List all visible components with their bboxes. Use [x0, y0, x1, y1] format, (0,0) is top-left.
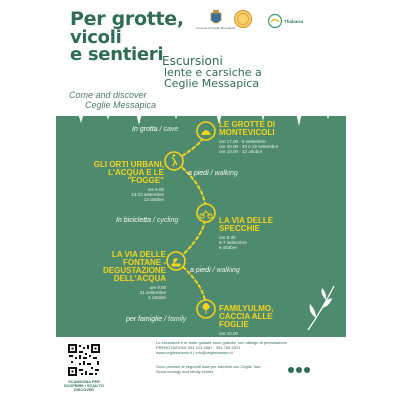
- facebook-icon[interactable]: [288, 367, 294, 373]
- footer-line-2: PRENOTAZIONI: 391 123 4567 - 391 765 4321: [156, 345, 241, 350]
- english-line-2: Ceglie Messapica: [85, 100, 157, 110]
- itinerary-panel: [56, 113, 346, 337]
- footer: [56, 337, 346, 398]
- stop-icon-fountain: [167, 252, 185, 270]
- stop-title-orti: GLI ORTI URBANI, L'ACQUA E LE "FOGGE": [93, 160, 164, 185]
- stop-details-grotte: ore 17.00 - 8 settembre ore 16.00 - 20 e 29 settembre ore 10.00 - 12 ottobre: [219, 139, 279, 155]
- seal-logo: [234, 10, 252, 28]
- stop-details-familyulmo: ore 10.00: [219, 331, 239, 336]
- title-line-1: Per grotte,: [70, 8, 184, 30]
- seal-icon: [234, 10, 252, 28]
- municipal-crest-logo: [196, 10, 235, 31]
- olive-branch-icon: [304, 282, 338, 332]
- subtitle-line-1: Escursioni: [162, 54, 223, 68]
- social-badges: [288, 367, 310, 373]
- stop-icon-cave: [197, 122, 215, 140]
- english-line-1: Come and discover: [69, 90, 147, 100]
- stop-icon-family: [197, 300, 215, 318]
- instagram-icon[interactable]: [296, 367, 302, 373]
- crest-icon: [210, 10, 222, 26]
- subtitle-line-3: Ceglie Messapica: [164, 77, 260, 90]
- mode-label-family: per famiglie / family: [126, 316, 187, 323]
- qr-caption: SCANSIONA PER SCOPRIRE / SCAN TO DISCOVER: [63, 380, 104, 393]
- crest-caption: Comune di Ceglie Messapica: [196, 26, 236, 30]
- stop-icon-bike: [197, 204, 215, 222]
- poster: [56, 2, 346, 398]
- title-line-2: vicoli: [70, 27, 122, 48]
- thalassa-logo: [268, 14, 303, 28]
- mode-label-walk-1: a piedi / walking: [188, 170, 238, 177]
- title-line-3: e sentieri: [70, 44, 164, 65]
- mode-label-walk-2: a piedi / walking: [190, 267, 240, 274]
- thalassa-label: Thalassa: [284, 18, 304, 24]
- stop-title-fontane: LA VIA DELLE FONTANE - DEGUSTAZIONE DELL'ACQUA: [103, 250, 166, 283]
- mode-label-cave: In grotta / cave: [132, 126, 179, 133]
- stop-details-fontane: ore 9.00 21 settembre 5 ottobre: [139, 285, 166, 301]
- qr-code[interactable]: [67, 343, 101, 377]
- footer-line-6: Scout ecology and family events: [156, 369, 214, 374]
- mode-label-bike: In bicicletta / cycling: [116, 217, 179, 224]
- stop-title-familyulmo: FAMILYULMO, CACCIA ALLE FOGLIE: [219, 304, 274, 329]
- stop-title-grotte: LE GROTTE DI MONTEVICOLI: [219, 120, 275, 137]
- stop-title-specchie: LA VIA DELLE SPECCHIE: [219, 216, 274, 233]
- thalassa-icon: [268, 14, 282, 28]
- footer-line-3: www.ceglieturismo.it | info@ceglieturismo.it: [156, 350, 233, 355]
- subtitle-line-2: lente e carsiche a: [164, 66, 262, 79]
- route-graphic: [56, 113, 346, 337]
- footer-line-1: Le escursioni e le visite guidate sono gratuite, con obbligo di prenotazione: [156, 340, 287, 345]
- stop-details-specchie: ore 8.30 6-7 settembre 6 ottobre: [219, 235, 247, 251]
- web-icon[interactable]: [304, 367, 310, 373]
- footer-line-5: Sono previste le seguenti date per bambini con Ceglie Tour: [156, 364, 261, 369]
- stop-icon-walk: [165, 152, 183, 170]
- stop-details-orti: ore 9.00 14-23 settembre 13 ottobre: [131, 187, 164, 203]
